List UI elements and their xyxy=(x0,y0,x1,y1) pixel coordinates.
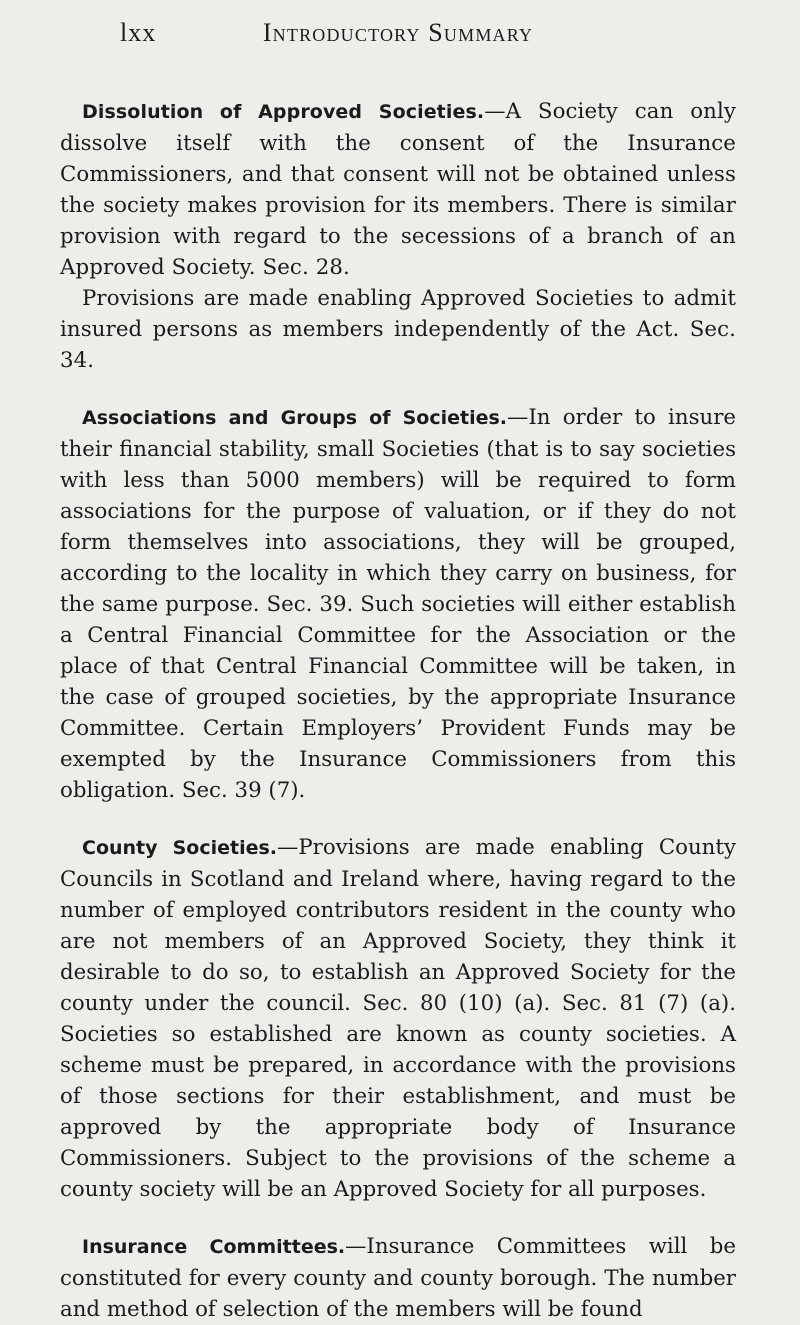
section-heading: Associations and Groups of Societies. xyxy=(82,407,508,429)
section-associations xyxy=(60,402,736,806)
paragraph xyxy=(60,96,736,283)
page-body xyxy=(60,56,736,1325)
section-insurance-committees xyxy=(60,1231,736,1325)
paragraph-text: Provisions are made enabling Approved Societies to admit insured persons as members independently of the Act. Sec. 34. xyxy=(60,286,736,373)
section-heading: Dissolution of Approved Societies. xyxy=(82,101,485,123)
paragraph-text: —Provisions are made enabling County Councils in Scotland and Ireland where, having regard to the number of employed contributors resident in the county who are not members of an Approved Society, they think it desirable to do so, to establish an Approved Society for the county under the council. Sec. 80 (10) (a). Sec. 81 (7) (a). Societies so established are known as county societies. A scheme must be prepared, in accordance with the provisions of those sections for their establishment, and must be approved by the appropriate body of Insurance Commissioners. Subject to the provisions of the scheme a county society will be an Approved Society for all purposes. xyxy=(60,835,736,1202)
paragraph-text: —Insurance Committees will be constituted for every county and county borough. The number and method of selection of the members will be found xyxy=(60,1234,736,1322)
section-heading: County Societies. xyxy=(82,837,278,859)
running-head xyxy=(60,0,736,56)
section-dissolution xyxy=(60,96,736,376)
paragraph-text: —In order to insure their financial stability, small Societies (that is to say societies with less than 5000 members) will be required to form associations for the purpose of valuation, or if they do not form themselves into associations, they will be grouped, according to the locality in which they carry on business, for the same purpose. Sec. 39. Such societies will either establish a Central Financial Committee for the Association or the place of that Central Financial Committee will be taken, in the case of grouped societies, by the appropriate Insurance Committee. Certain Employers’ Provident Funds may be exempted by the Insurance Commissioners from this obligation. Sec. 39 (7). xyxy=(60,405,737,803)
paragraph xyxy=(60,1231,736,1325)
section-county-societies xyxy=(60,832,736,1205)
paragraph xyxy=(60,283,736,376)
paragraph-text: —A Society can only dissolve itself with the consent of the Insurance Commissioners, and that consent will not be obtained unless the society makes provision for its members. There is similar provision with regard to the secessions of a branch of an Approved Society. Sec. 28. xyxy=(60,99,737,280)
running-head-title: Introductory Summary xyxy=(262,18,534,47)
page-number: lxx xyxy=(120,18,157,47)
paragraph xyxy=(60,402,736,806)
paragraph xyxy=(60,832,736,1205)
section-heading: Insurance Committees. xyxy=(82,1236,346,1258)
